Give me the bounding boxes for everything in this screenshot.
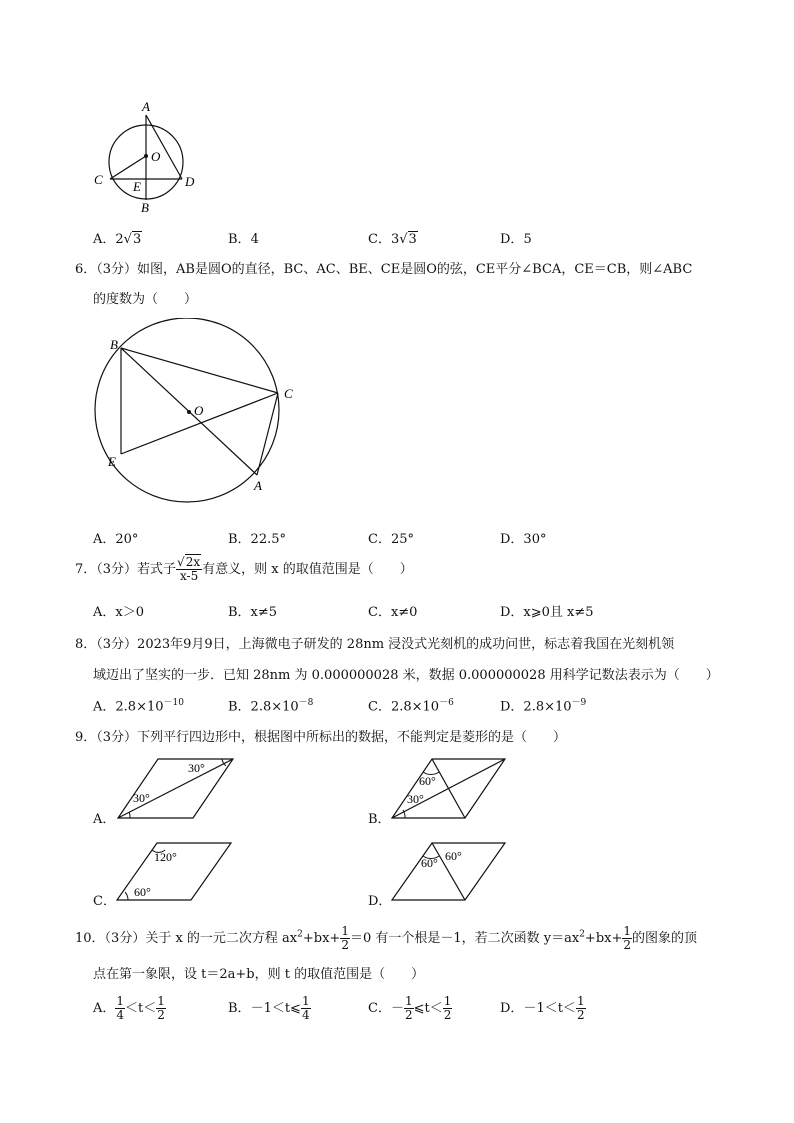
q6-label-e: E [108,454,116,469]
q9-stem: 9．（3分）下列平行四边形中，根据图中所标出的数据，不能判定是菱形的是（ ） [75,730,567,745]
q6-label-c: C [284,386,293,401]
q7-prefix: 7．（3分）若式子 [75,562,177,577]
q6-option-a: A．20° [93,532,139,547]
q10-half-2-den: 2 [623,938,632,952]
q8-option-c-exp: －6 [439,698,454,708]
q9c-angle-top: 120° [154,850,177,864]
q9b-angle-top: 60° [419,774,436,788]
q5-label-d: D [185,174,195,189]
q10-option-b-rden: 4 [301,1008,310,1022]
q5-option-a-coef: 2 [115,232,124,247]
q10-part5: 的图象的顶 [632,931,698,946]
q8-option-d-exp: －9 [571,698,587,708]
q10-option-b-letter: B． [228,1001,251,1016]
q10-part4: +bx+ [584,931,623,946]
q10-option-a-lnum: 1 [116,994,125,1008]
q10-option-c-neg: － [390,1001,404,1016]
q9-option-b: B． [368,812,391,827]
q9d-angle-right: 60° [445,849,462,863]
q10-option-b-left: －1＜t⩽ [250,1001,301,1016]
q7-suffix: 有意义，则 x 的取值范围是（ ） [202,562,413,577]
q5-label-o: O [151,149,161,164]
q8-option-c [368,695,454,714]
q10-square-1: 2 [297,929,303,940]
q10-option-a [93,995,166,1022]
q5-circle-figure [88,98,218,218]
q10-option-d-rden: 2 [576,1008,585,1022]
q10-option-c-right-frac [443,995,453,1022]
q10-option-a-right-frac [156,995,166,1022]
q8-option-a [93,695,184,714]
q6-circle-figure [90,318,310,503]
q8-option-b-base: B．2.8×10 [228,699,299,715]
q7-fraction: $\frac{√2x}{x-5}$ [177,555,201,583]
q5-option-c: C．3√3 [368,232,417,247]
q10-option-c-left-frac [404,995,414,1022]
q8-option-a-base: A．2.8×10 [93,699,164,715]
q8-option-c-base: C．2.8×10 [368,699,440,715]
q6-option-c: C．25° [368,532,414,547]
q5-radius-oc [110,156,146,179]
q5-option-b-text: 4 [250,232,259,247]
q10-half-2 [622,925,632,952]
q10-option-c-rden: 2 [443,1008,452,1022]
q6-chord-ac [257,393,278,475]
q10-option-d-left: －1＜t＜ [523,1001,576,1016]
q9-figure-d [385,836,515,906]
q5-option-a-radicand: 3 [132,232,142,247]
q9-option-a: A． [93,812,116,827]
q9a-angle-top: 30° [188,761,205,775]
q10-option-c [368,995,452,1022]
q5-option-c-letter: C． [368,232,391,247]
q10-half-1-den: 2 [341,938,349,952]
q5-option-b-letter: B． [228,232,251,247]
q9-figure-a [110,752,245,824]
q6-option-b: B．22.5° [228,532,286,547]
q8-stem-line1: 8．（3分）2023年9月9日，上海微电子研发的 28nm 浸没式光刻机的成功问世，标志着我国在光刻机领 [75,637,675,652]
q6-label-b: B [110,337,118,352]
q8-option-a-exp: －10 [163,698,184,708]
q8-option-b [228,695,313,714]
q5-center-dot [144,154,148,158]
q10-option-c-letter: C． [368,1001,391,1016]
q7-option-c: C．x≠0 [368,605,418,620]
q5-option-d-letter: D． [500,232,524,247]
q5-option-b [228,228,259,247]
q10-option-b-rnum: 1 [301,994,310,1008]
q9-option-d: D． [368,894,392,909]
q10-option-a-letter: A． [93,1001,116,1016]
q10-option-d-rnum: 1 [576,994,585,1008]
q10-option-c-lnum: 1 [404,994,413,1008]
q10-option-a-left-frac [115,995,125,1022]
q6-stem-line2: 的度数为（ ） [93,292,198,307]
q5-label-b: B [141,200,149,215]
q9-figure-b [385,752,515,824]
q9-option-c: C． [93,894,116,909]
q10-option-c-rnum: 1 [443,994,452,1008]
q10-option-d [500,995,586,1022]
q5-option-a: A．2√3 [93,232,142,247]
q7-option-d: D．x⩾0且 x≠5 [500,605,594,620]
q10-option-d-frac [576,995,586,1022]
q10-option-a-lden: 4 [116,1008,125,1022]
q7-numerator: 2x [185,555,201,569]
q7-stem [75,556,413,583]
q6-label-a: A [254,478,262,493]
q5-option-c-coef: 3 [390,232,400,247]
q10-option-b [228,995,311,1022]
q10-stem-line1 [75,925,697,952]
q6-center-dot [187,410,191,414]
q10-stem-line2: 点在第一象限，设 t＝2a+b，则 t 的取值范围是（ ） [93,967,425,982]
q10-square-2: 2 [579,929,585,940]
q10-part2: +bx+ [302,931,341,946]
q6-option-d: D．30° [500,532,547,547]
q9-figure-c [110,836,245,906]
q10-option-d-letter: D． [500,1001,524,1016]
q9a-angle-bottom: 30° [133,791,150,805]
q10-half-2-num: 1 [623,924,632,938]
q10-part3: ＝0 有一个根是－1，若二次函数 y＝ax [349,931,580,946]
q8-option-b-exp: －8 [298,698,314,708]
q5-chord-ad [146,115,182,179]
q9b-angle-bottom: 30° [407,792,424,806]
q8-option-d-base: D．2.8×10 [500,699,572,715]
q7-option-a: A．x＞0 [93,605,144,620]
q5-option-d-text: 5 [523,232,532,247]
q5-label-e: E [133,179,141,194]
q7-option-b: B．x≠5 [228,605,278,620]
q10-part1: 10．（3分）关于 x 的一元二次方程 ax [75,931,298,946]
q8-option-d [500,695,586,714]
q10-option-b-frac [301,995,311,1022]
q10-half-1-num: 1 [341,924,349,938]
q7-denominator: x-5 [179,569,199,583]
q8-stem-line2: 域迈出了坚实的一步．已知 28nm 为 0.000000028 米，数据 0.000000028 用科学记数法表示为（ ） [93,668,719,683]
q10-option-c-lden: 2 [404,1008,413,1022]
q9c-angle-bottom: 60° [134,885,151,899]
q10-option-a-rden: 2 [157,1008,165,1022]
q5-option-c-radicand: 3 [408,232,417,247]
q10-option-c-mid: ⩽t＜ [413,1001,443,1016]
q5-label-c: C [94,172,103,187]
q5-option-a-letter: A． [93,232,116,247]
q6-label-o: O [194,403,204,418]
q6-stem-line1: 6．（3分）如图，AB是圆O的直径，BC、AC、BE、CE是圆O的弦，CE平分∠BCA，CE＝CB，则∠ABC [75,262,693,277]
q9d-angle-left: 60° [421,856,438,870]
q5-option-d [500,228,532,247]
q10-option-a-rnum: 1 [157,994,165,1008]
q10-option-a-mid: ＜t＜ [125,1001,157,1016]
q5-label-a: A [142,99,150,114]
q10-half-1 [340,925,350,952]
